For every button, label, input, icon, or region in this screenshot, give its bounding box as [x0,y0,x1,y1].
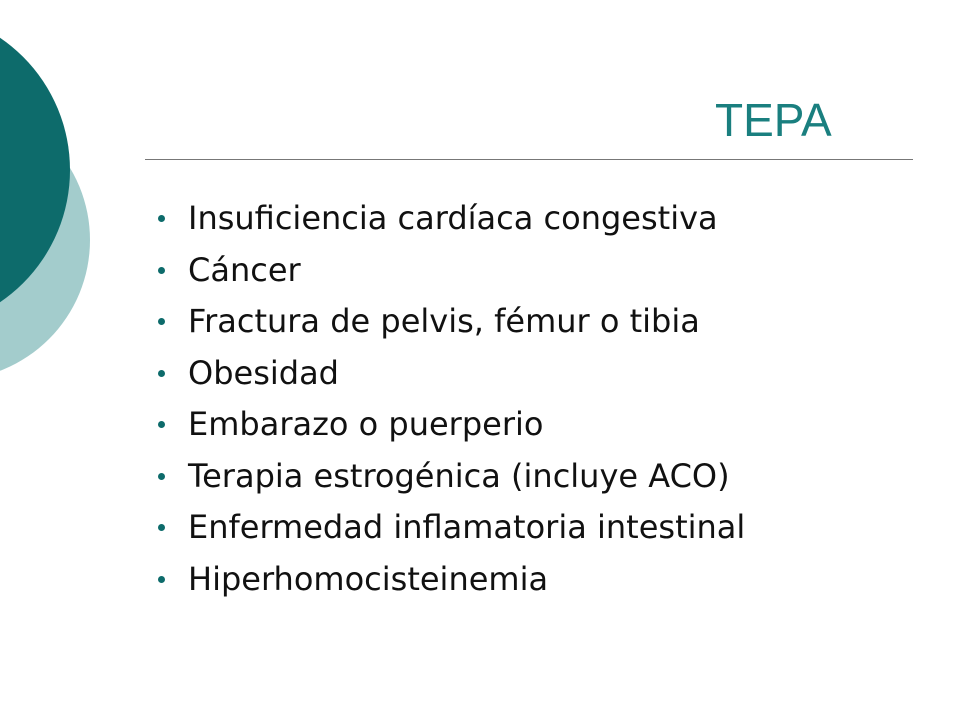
bullet-item [0,296,745,348]
bullet-item [0,245,745,297]
bullet-text: Embarazo o puerperio [188,405,544,443]
bullet-dot-icon [158,318,165,325]
bullet-text: Hiperhomocisteinemia [188,559,549,598]
bullet-item [0,193,745,245]
bullet-dot-icon [158,421,165,428]
bullet-text: Obesidad [188,353,339,392]
bullet-dot-icon [158,473,165,480]
bullet-dot-icon [158,576,165,583]
bullet-text: Insuficiencia cardíaca congestiva [188,199,718,237]
bullet-dot-icon [158,215,165,222]
bullet-item [0,451,745,503]
bullet-item [0,554,745,606]
bullet-item [0,399,745,451]
bullet-dot-icon [158,524,165,531]
bullet-text: Cáncer [188,250,301,289]
bullet-list [0,193,745,605]
bullet-text: Fractura de pelvis, fémur o tibia [188,302,700,340]
slide-title: TEPA [715,94,832,146]
bullet-item [0,348,745,400]
bullet-text: Enfermedad inflamatoria intestinal [188,508,746,546]
bullet-dot-icon [158,267,165,274]
title-divider [145,159,913,160]
bullet-text: Terapia estrogénica (incluye ACO) [188,456,730,495]
bullet-item [0,502,745,554]
bullet-dot-icon [158,370,165,377]
